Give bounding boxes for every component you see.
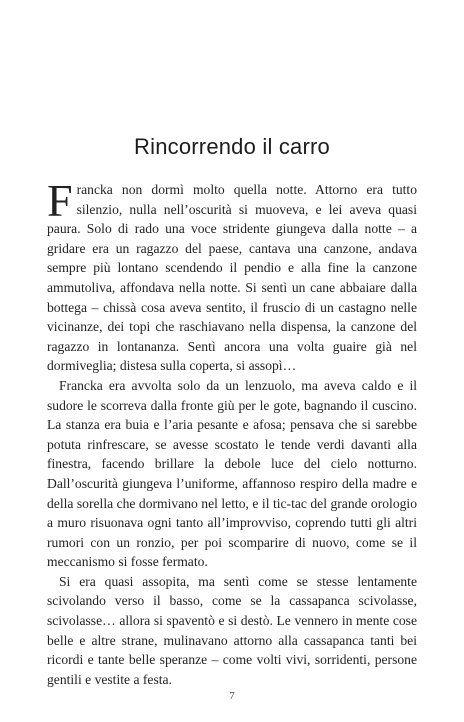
paragraph-3: Si era quasi assopita, ma sentì come se stesse lentamente scivolando verso il basso, come se la cassapanca scivolasse, scivolasse… allora si spaventò e si destò. Le vennero in mente cose belle e altre strane, mulinavano attorno alla cassapanca tanti bei ricordi e tante belle speranze – come volti vivi, sorridenti, persone gentili e vestite a festa.: [47, 573, 417, 687]
paragraph-1: [47, 175, 417, 376]
chapter-title: Rincorrendo il carro: [134, 134, 330, 159]
drop-cap: F: [47, 175, 73, 226]
page-number: 7: [229, 690, 235, 702]
chapter-body: [47, 175, 417, 689]
paragraph-2: Francka era avvolta solo da un lenzuolo, ma aveva caldo e il sudore le scorreva dalla fronte giù per le gote, bagnando il cuscino. La stanza era buia e l’aria pesante e afosa; pensava che si sarebbe potuta rinfrescare, se avesse scostato le tende verdi davanti alla finestra, facendo brillare la debole luce del cielo notturno. Dall’oscurità giungeva l’uniforme, affannoso respiro della madre e della sorella che dormivano nel letto, e il tic-tac del grande orologio a muro risuonava ogni tanto all’improvviso, coprendo tutti gli altri rumori con un ronzio, per poi scomparire di nuovo, come se il meccanismo si fosse fermato.: [47, 377, 417, 570]
paragraph-1-text: rancka non dormì molto quella notte. Attorno era tutto silenzio, nulla nell’oscurità si muoveva, e lei aveva quasi paura. Solo di rado una voce stridente giungeva dalla notte – a gridare era un ragazzo del paese, cantava una canzone, andava sempre più lontano scendendo il pendio e alla fine la canzone ammutoliva, affondava nella notte. Si sentì un cane abbaiare dalla bottega – chissà cosa aveva sentito, il fruscio di un castagno nelle vicinanze, dei topi che raschiavano nella dispensa, la canzone del ragazzo in lontananza. Sentì ancora una volta guaire già nel dormiveglia; distesa sulla coperta, si assopì…: [47, 182, 417, 374]
